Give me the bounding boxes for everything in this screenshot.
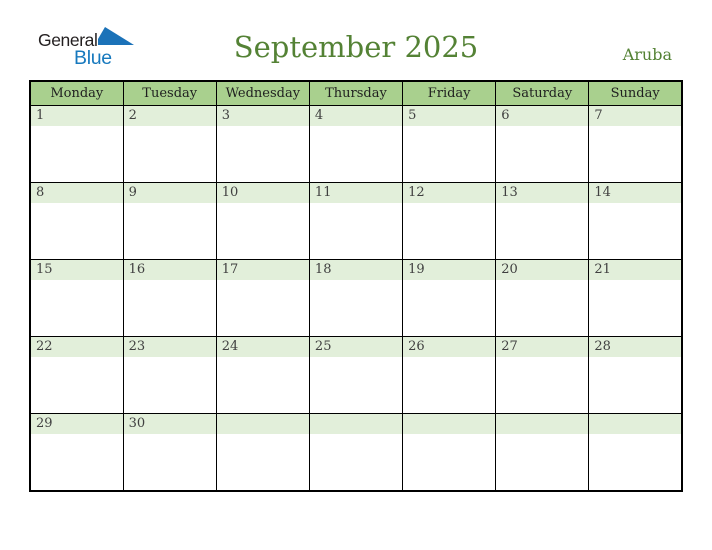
- day-number-strip: [31, 260, 123, 280]
- day-number: 24: [221, 339, 239, 354]
- day-number: 21: [594, 262, 611, 277]
- day-number-strip: [124, 106, 216, 126]
- logo-text-blue: Blue: [74, 47, 112, 69]
- calendar-day-cell: [309, 106, 402, 183]
- weekday-friday: Friday: [403, 81, 496, 106]
- day-number: 15: [36, 262, 53, 277]
- day-number-strip: [217, 337, 309, 357]
- day-number-strip: [31, 106, 123, 126]
- calendar-day-cell: [496, 414, 589, 492]
- calendar-day-cell: [589, 260, 682, 337]
- day-number-strip: [310, 183, 402, 203]
- calendar-day-cell: [309, 337, 402, 414]
- calendar-day-cell: [403, 337, 496, 414]
- calendar-day-cell: [216, 260, 309, 337]
- calendar-day-cell: [496, 106, 589, 183]
- day-number-strip: [496, 414, 588, 434]
- day-number-strip: [589, 183, 681, 203]
- calendar-day-cell: [216, 337, 309, 414]
- day-number: 10: [221, 185, 239, 200]
- day-number: 29: [36, 416, 53, 431]
- day-number-strip: [403, 183, 495, 203]
- day-number: 26: [408, 339, 425, 354]
- calendar-day-cell: [216, 183, 309, 260]
- calendar-grid: [29, 80, 683, 492]
- calendar-day-cell: [309, 260, 402, 337]
- day-number: 4: [314, 108, 324, 123]
- day-number: 19: [408, 262, 425, 277]
- calendar-day-cell: [216, 414, 309, 492]
- calendar-day-cell: [589, 414, 682, 492]
- calendar-day-cell: [589, 337, 682, 414]
- calendar-week-row: [30, 106, 682, 183]
- calendar-week-row: [30, 260, 682, 337]
- day-number: 14: [594, 185, 611, 200]
- day-number: 6: [501, 108, 510, 123]
- day-number: 12: [408, 185, 425, 200]
- calendar-day-cell: [30, 260, 123, 337]
- day-number-strip: [124, 260, 216, 280]
- calendar-day-cell: [123, 106, 216, 183]
- day-number: 20: [501, 262, 518, 277]
- day-number-strip: [31, 414, 123, 434]
- day-number-strip: [403, 260, 495, 280]
- weekday-saturday: Saturday: [496, 81, 589, 106]
- calendar-day-cell: [403, 414, 496, 492]
- calendar-day-cell: [403, 183, 496, 260]
- day-number-strip: [310, 337, 402, 357]
- day-number-strip: [589, 337, 681, 357]
- day-number: 1: [36, 108, 45, 123]
- calendar-day-cell: [403, 260, 496, 337]
- calendar-day-cell: [30, 106, 123, 183]
- day-number: 25: [314, 339, 332, 354]
- day-number-strip: [310, 260, 402, 280]
- day-number-strip: [217, 106, 309, 126]
- calendar-week-row: [30, 414, 682, 492]
- day-number-strip: [31, 337, 123, 357]
- day-number: 16: [128, 262, 146, 277]
- calendar-week-row: [30, 183, 682, 260]
- day-number: 13: [501, 185, 518, 200]
- day-number-strip: [403, 337, 495, 357]
- calendar-day-cell: [30, 337, 123, 414]
- weekday-wednesday: Wednesday: [216, 81, 309, 106]
- day-number: 8: [36, 185, 45, 200]
- day-number-strip: [589, 106, 681, 126]
- weekday-thursday: Thursday: [309, 81, 402, 106]
- day-number-strip: [496, 260, 588, 280]
- day-number: 5: [408, 108, 417, 123]
- location-label: Aruba: [622, 45, 672, 64]
- calendar-body: [30, 106, 682, 492]
- day-number-strip: [589, 260, 681, 280]
- day-number-strip: [310, 414, 402, 434]
- day-number-strip: [496, 183, 588, 203]
- day-number: 28: [594, 339, 611, 354]
- day-number: 3: [221, 108, 231, 123]
- calendar-day-cell: [496, 337, 589, 414]
- calendar-week-row: [30, 337, 682, 414]
- day-number: 2: [128, 108, 137, 123]
- calendar-day-cell: [123, 414, 216, 492]
- day-number-strip: [403, 106, 495, 126]
- day-number: 30: [128, 416, 146, 431]
- day-number: 18: [314, 262, 332, 277]
- day-number-strip: [217, 260, 309, 280]
- day-number: 23: [128, 339, 146, 354]
- day-number-strip: [31, 183, 123, 203]
- calendar-day-cell: [589, 106, 682, 183]
- day-number-strip: [124, 183, 216, 203]
- day-number-strip: [589, 414, 681, 434]
- day-number-strip: [403, 414, 495, 434]
- page-title: September 2025: [233, 30, 479, 64]
- calendar-day-cell: [123, 337, 216, 414]
- day-number: 9: [128, 185, 137, 200]
- day-number-strip: [124, 337, 216, 357]
- weekday-tuesday: Tuesday: [123, 81, 216, 106]
- calendar-day-cell: [309, 414, 402, 492]
- calendar-day-cell: [30, 414, 123, 492]
- calendar-day-cell: [309, 183, 402, 260]
- calendar-day-cell: [123, 260, 216, 337]
- day-number-strip: [217, 183, 309, 203]
- calendar-day-cell: [30, 183, 123, 260]
- day-number-strip: [124, 414, 216, 434]
- day-number: 27: [501, 339, 518, 354]
- calendar-day-cell: [496, 260, 589, 337]
- day-number-strip: [217, 414, 309, 434]
- calendar-day-cell: [589, 183, 682, 260]
- weekday-header-row: [30, 81, 682, 106]
- logo-text-general: General: [38, 30, 98, 50]
- day-number: 17: [221, 262, 239, 277]
- weekday-sunday: Sunday: [589, 81, 682, 106]
- calendar-day-cell: [216, 106, 309, 183]
- day-number-strip: [496, 337, 588, 357]
- calendar-day-cell: [496, 183, 589, 260]
- day-number: 7: [594, 108, 603, 123]
- calendar-day-cell: [123, 183, 216, 260]
- calendar-day-cell: [403, 106, 496, 183]
- day-number: 22: [36, 339, 53, 354]
- day-number: 11: [314, 185, 332, 200]
- day-number-strip: [310, 106, 402, 126]
- day-number-strip: [496, 106, 588, 126]
- weekday-monday: Monday: [30, 81, 123, 106]
